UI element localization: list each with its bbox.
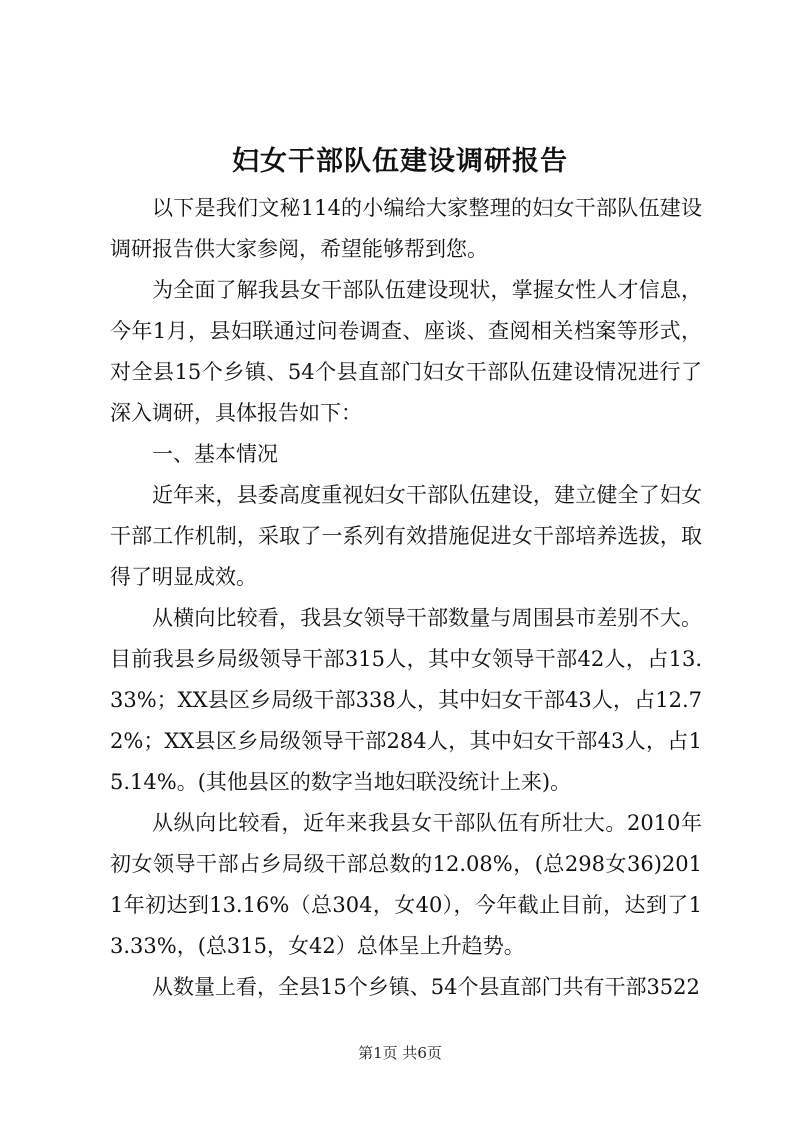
document-title: 妇女干部队伍建设调研报告 [232, 146, 568, 177]
paragraph-intro: 以下是我们文秘114的小编给大家整理的妇女干部队伍建设调研报告供大家参阅，希望能够帮到您。 [110, 196, 702, 261]
section-heading-basic-situation: 一、基本情况 [152, 442, 278, 466]
paragraph-quantity: 从数量上看，全县15个乡镇、54个县直部门共有干部3522 [152, 975, 700, 999]
paragraph-recent-years: 近年来，县委高度重视妇女干部队伍建设，建立健全了妇女干部工作机制，采取了一系列有效措施促进女干部培养选拔，取得了明显成效。 [110, 483, 702, 589]
page-footer: 第1页 共6页 [358, 1044, 442, 1062]
paragraph-horizontal-comparison: 从横向比较看，我县女领导干部数量与周围县市差别不大。目前我县乡局级领导干部315人，其中女领导干部42人，占13.33%；XX县区乡局级干部338人，其中妇女干部43人，占12.72%；XX县区乡局级领导干部284人，其中妇女干部43人，占15.14%。(其他县区的数字当地妇联没统计上来)。 [110, 606, 702, 794]
document-body [110, 188, 702, 1008]
paragraph-purpose: 为全面了解我县女干部队伍建设现状，掌握女性人才信息，今年1月，县妇联通过问卷调查、座谈、查阅相关档案等形式，对全县15个乡镇、54个县直部门妇女干部队伍建设情况进行了深入调研，具体报告如下： [110, 278, 702, 425]
paragraph-vertical-comparison: 从纵向比较看，近年来我县女干部队伍有所壮大。2010年初女领导干部占乡局级干部总数的12.08%，(总298女36)2011年初达到13.16%（总304，女40），今年截止目前，达到了13.33%，(总315，女42）总体呈上升趋势。 [110, 811, 702, 958]
